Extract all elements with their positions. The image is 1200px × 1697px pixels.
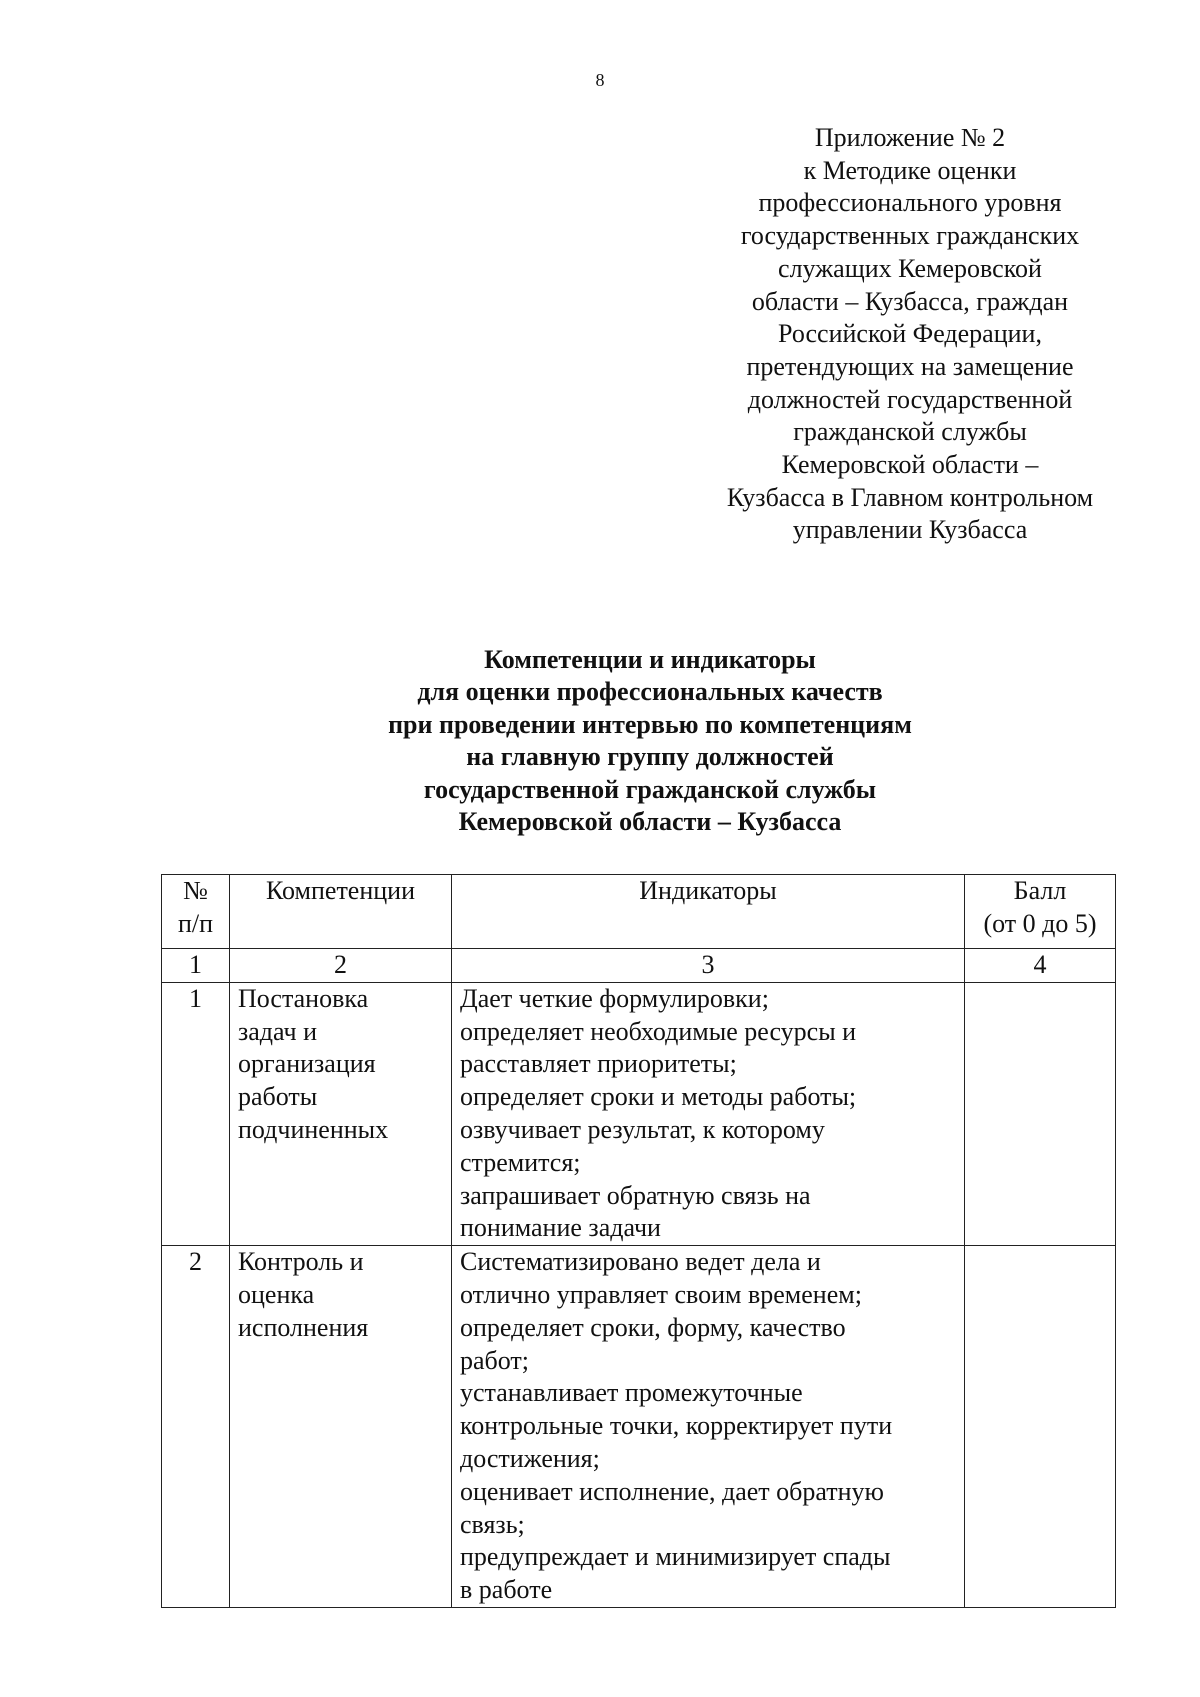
- indicator-line: устанавливает промежуточные: [460, 1378, 803, 1408]
- competency-line: работы: [238, 1082, 318, 1112]
- header-competencies: Компетенции: [230, 875, 452, 949]
- appendix-line: должностей государственной: [747, 384, 1073, 414]
- indicator-line: связь;: [460, 1509, 525, 1539]
- indicator-line: стремится;: [460, 1147, 581, 1177]
- header-number-line: №: [183, 876, 208, 905]
- appendix-line: Кузбасса в Главном контрольном: [726, 482, 1094, 512]
- title-line: Кемеровской области – Кузбасса: [458, 807, 842, 837]
- competency-line: исполнения: [238, 1312, 369, 1342]
- appendix-line: Кемеровской области –: [781, 450, 1039, 480]
- competency-line: задач и: [238, 1016, 318, 1046]
- appendix-line: государственных гражданских: [740, 221, 1080, 251]
- indicator-line: Систематизировано ведет дела и: [460, 1247, 821, 1277]
- appendix-line: области – Кузбасса, граждан: [751, 286, 1069, 316]
- appendix-note: [700, 122, 1120, 547]
- title-line: для оценки профессиональных качеств: [417, 677, 883, 707]
- appendix-line: профессионального уровня: [758, 188, 1062, 218]
- indicator-line: в работе: [460, 1575, 553, 1605]
- competency-cell: [230, 1246, 452, 1608]
- indicator-line: определяет сроки, форму, качество: [460, 1312, 846, 1342]
- appendix-line: служащих Кемеровской: [778, 253, 1042, 283]
- appendix-line: Приложение № 2: [814, 123, 1006, 152]
- title-line: на главную группу должностей: [466, 742, 834, 772]
- title-line: при проведении интервью по компетенциям: [388, 709, 912, 739]
- indicator-line: запрашивает обратную связь на: [460, 1180, 811, 1210]
- appendix-line: к Методике оценки: [803, 155, 1017, 185]
- indicator-line: достижения;: [460, 1443, 600, 1473]
- indicator-line: понимание задачи: [460, 1213, 661, 1243]
- competency-line: Постановка: [238, 983, 369, 1013]
- appendix-line: управлении Кузбасса: [792, 515, 1028, 545]
- row-number: 1: [162, 982, 230, 1245]
- column-number: 3: [452, 949, 965, 983]
- indicators-cell: [452, 982, 965, 1245]
- header-score-line: (от 0 до 5): [983, 908, 1097, 938]
- competency-cell: [230, 982, 452, 1245]
- competency-table: [161, 874, 1116, 1608]
- column-number: 1: [162, 949, 230, 983]
- indicators-cell: [452, 1246, 965, 1608]
- table-row: [162, 982, 1116, 1245]
- header-score: [965, 875, 1116, 949]
- competency-line: Контроль и: [238, 1247, 364, 1277]
- row-number: 2: [162, 1246, 230, 1608]
- header-score-line: Балл: [1013, 876, 1067, 905]
- indicator-line: расставляет приоритеты;: [460, 1049, 737, 1079]
- score-cell: [965, 982, 1116, 1245]
- title-line: государственной гражданской службы: [423, 774, 877, 804]
- table-header-row: [162, 875, 1116, 949]
- indicator-line: отлично управляет своим временем;: [460, 1279, 862, 1309]
- column-number: 2: [230, 949, 452, 983]
- indicator-line: озвучивает результат, к которому: [460, 1114, 825, 1144]
- indicator-line: Дает четкие формулировки;: [460, 983, 769, 1013]
- header-indicators: Индикаторы: [452, 875, 965, 949]
- document-title: [200, 644, 1100, 838]
- indicator-line: оценивает исполнение, дает обратную: [460, 1476, 884, 1506]
- header-number-line: п/п: [177, 908, 214, 938]
- appendix-line: претендующих на замещение: [746, 351, 1074, 381]
- indicator-line: работ;: [460, 1345, 530, 1375]
- indicator-line: предупреждает и минимизирует спады: [460, 1542, 891, 1572]
- indicator-line: определяет необходимые ресурсы и: [460, 1016, 857, 1046]
- page-number: 8: [595, 70, 605, 90]
- column-number-row: [162, 949, 1116, 983]
- competency-line: подчиненных: [238, 1114, 389, 1144]
- competency-line: организация: [238, 1049, 376, 1079]
- table-row: [162, 1246, 1116, 1608]
- score-cell: [965, 1246, 1116, 1608]
- indicator-line: определяет сроки и методы работы;: [460, 1082, 857, 1112]
- indicator-line: контрольные точки, корректирует пути: [460, 1411, 893, 1441]
- appendix-line: Российской Федерации,: [778, 319, 1042, 349]
- appendix-line: гражданской службы: [793, 417, 1027, 447]
- header-number: [162, 875, 230, 949]
- competency-line: оценка: [238, 1279, 315, 1309]
- title-line: Компетенции и индикаторы: [484, 645, 816, 674]
- column-number: 4: [965, 949, 1116, 983]
